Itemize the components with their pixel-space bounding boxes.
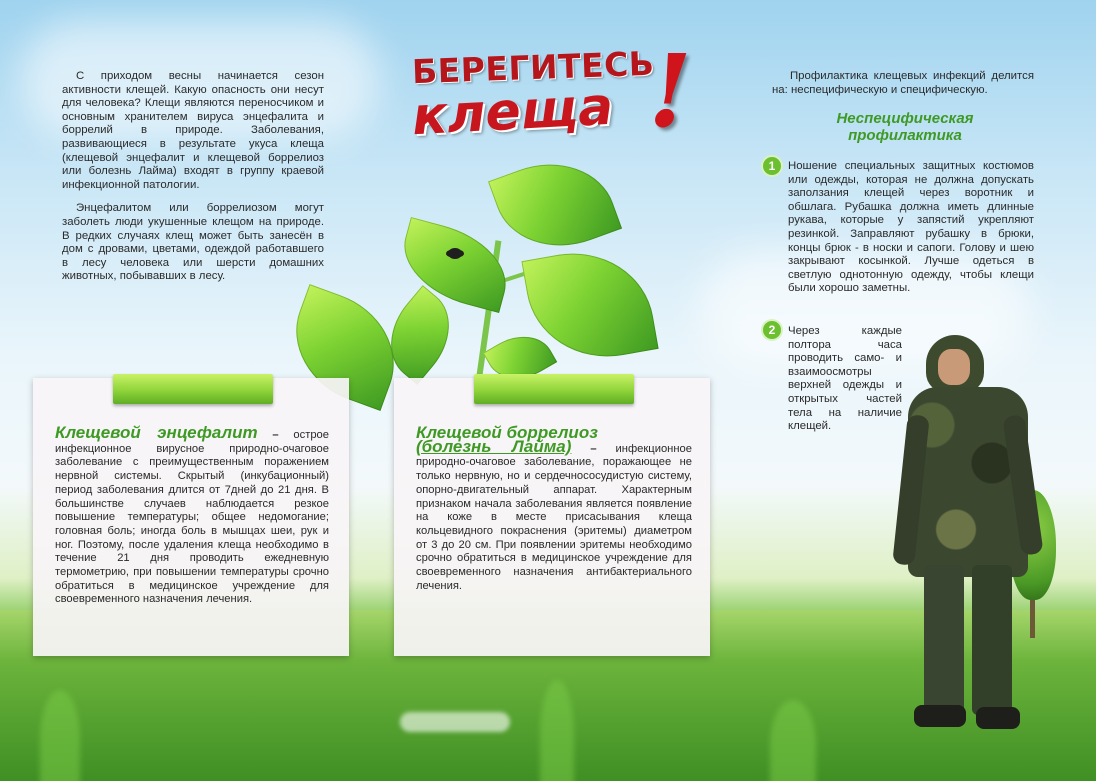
card-borreliosis-title-1: Клещевой боррелиоз xyxy=(416,423,598,442)
card-borreliosis xyxy=(394,378,710,656)
exclamation-mark: ! xyxy=(648,32,692,150)
prevention-item-2: Через каждые полтора часа проводить само- и взаимоосмотры верхней одежды и открытых частей тела на наличие клещей. xyxy=(788,325,902,433)
grass-blade xyxy=(540,680,574,781)
grass-blade xyxy=(40,690,80,781)
headline xyxy=(408,32,708,150)
card-borreliosis-body xyxy=(416,423,692,593)
intro-paragraph-1: С приходом весны начинается сезон активности клещей. Какую опасность они несут для человека? Клещи являются переносчиком и основным хранителем вируса энцефалита и боррелий в природе. Заболевания, развивающиеся в результате укуса клеща (клещевой энцефалит и клещевой боррелиоз или болезнь Лайма) входят в группу краевой инфекционной патологии. xyxy=(62,70,324,191)
card-encephalitis-body xyxy=(55,423,329,607)
prevention-subheading: Неспецифическая профилактика xyxy=(836,110,974,144)
title-dash: – xyxy=(571,442,616,455)
headline-line-2: клеща xyxy=(410,76,615,148)
prevention-intro: Профилактика клещевых инфекций делится на: неспецифическую и специфическую. xyxy=(772,70,1034,96)
headline-line-1: БЕРЕГИТЕСЬ xyxy=(411,43,656,92)
card-tab xyxy=(474,374,634,404)
intro-paragraph-2: Энцефалитом или боррелиозом могут заболеть люди укушенные клещом на природе. В редких случаях клещ может быть занесён в дом с дровами, цветами, одеждой работавшего в лесу человека или шерсти домашних животных, побывавших в лесу. xyxy=(62,202,324,283)
prevention-item-1: Ношение специальных защитных костюмов или одежды, которая не должна допускать заползания клещей через воротник и обшлага. Рубашка должна иметь длинные рукава, которые у запястий укрепляют резинкой. Заправляют рубашку в брюки, концы брюк - в носки и сапоги. Голову и шею закрывают косынкой. Лучше одеться в светлую однотонную одежду, чтобы клещи были хорошо заметны. xyxy=(788,160,1034,295)
leaf-plant-illustration xyxy=(280,160,680,400)
card-encephalitis xyxy=(33,378,349,656)
number-badge-icon: 1 xyxy=(763,157,781,175)
card-encephalitis-title: Клещевой энцефалит xyxy=(55,423,258,442)
person-in-camouflage-suit xyxy=(900,335,1040,735)
card-borreliosis-text: инфекционное природно-очаговое заболевание, поражающее не только нервную, но и сердечнососудистую систему, опорно-двигательный аппарат. Характерным признаком начала заболевания является появление на коже в месте присасывания клеща кольцевидного покраснения (эритемы) диаметром от 3 до 20 см. При появлении эритемы необходимо срочно обратиться в медицинское учреждение для своевременного назначения антибактериального лечения. xyxy=(416,442,692,592)
grass-blade xyxy=(770,700,816,781)
number-badge-icon: 2 xyxy=(763,321,781,339)
card-encephalitis-text: острое инфекционное вирусное природно-очаговое заболевание с преимущественным поражением нервной системы. Скрытый (инкубационный) период заболевания длится от 7дней до 21 дня. В большинстве случаев наблюдается резкое повышение температуры; общее недомогание; головная боль; иногда боль в мышцах шеи, рук и ног. Поэтому, после удаления клеща необходимо в течение 21 дня проводить ежедневную термометрию, при повышении температуры срочно обратиться в медицинское учреждение для своевременного назначения лечения. xyxy=(55,429,329,606)
tick-insect-icon xyxy=(448,248,462,259)
card-tab xyxy=(113,374,273,404)
card-borreliosis-title-2: (болезнь Лайма) xyxy=(416,436,572,456)
flowers xyxy=(400,712,510,732)
title-dash: – xyxy=(257,429,294,441)
